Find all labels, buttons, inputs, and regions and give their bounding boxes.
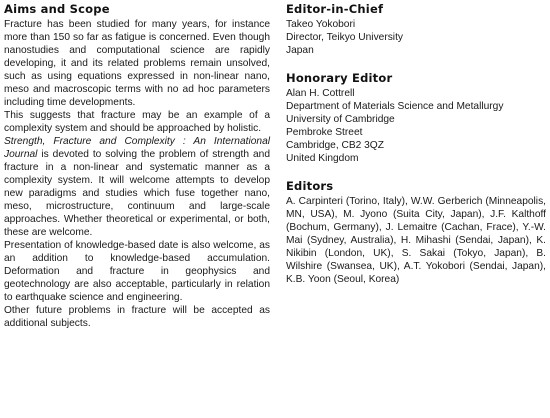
journal-name: Strength, Fracture and Complexity : An International Journal [4,136,270,160]
editor-in-chief-country: Japan [286,45,314,56]
honorary-editor-street: Pembroke Street [286,127,363,138]
honorary-editor-heading: Honorary Editor [286,71,393,85]
editors-list: A. Carpinteri (Torino, Italy), W.W. Gerberich (Minneapolis, MN, USA), M. Jyono (Suita City, Japan), J.F. Kalthoff (Bochum, Germany), J. Lemaitre (Cachan, Frace), Y.‐W. Mai (Sydney, Australia), H. Mihashi (Sendai, Japan), K. Nikibin (London, UK), S. Sakai (Tokyo, Japan), B. Wilshire (Swansea, UK), A.T. Yokobori (Sendai, Japan), K.B. Yoon (Seoul, Korea) [286,196,546,285]
aims-and-scope-section [4,2,270,330]
aims-paragraph-1: Fracture has been studied for many years, for instance more than 150 so far as fatigue is concerned. Even though nanostudies and computational science are rapidly developing, it and its related problems remain unsolved, such as using equations expressed in non‐linear nano, meso and macroscopic terms with no ad hoc parameters including time developments. [4,19,270,108]
honorary-editor-country: United Kingdom [286,153,359,164]
honorary-editor-name: Alan H. Cottrell [286,88,355,99]
aims-paragraph-4: Presentation of knowledge‐based date is also welcome, as an addition to knowledge‐based accumulation. Deformation and fracture in geophysics and geotechnology are also acceptable, particularly in relation to earthquake science and engineering. [4,240,270,303]
aims-heading: Aims and Scope [4,2,110,16]
editor-in-chief-affiliation: Director, Teikyo University [286,32,403,43]
honorary-editor-block [286,71,546,165]
honorary-editor-department: Department of Materials Science and Metallurgy [286,101,504,112]
aims-paragraph-3-text: is devoted to solving the problem of strength and fracture in a non‐linear and systematic manner as a complexity system. It will welcome attempts to develop new paradigms and studies which fuse together nano, meso, microstructure, continuum and large‐scale approaches. Whether theoretical or experimental, or both, these are welcome. [4,149,270,238]
honorary-editor-university: University of Cambridge [286,114,395,125]
editor-in-chief-name: Takeo Yokobori [286,19,356,30]
aims-paragraph-2: This suggests that fracture may be an example of a complexity system and should be approached by holistic. [4,110,270,134]
editor-in-chief-heading: Editor‐in‐Chief [286,2,384,16]
editorial-board-section [286,2,546,300]
editors-heading: Editors [286,179,334,193]
aims-paragraph-3 [4,135,270,239]
honorary-editor-city: Cambridge, CB2 3QZ [286,140,384,151]
editor-in-chief-block [286,2,546,57]
editors-block [286,179,546,286]
aims-paragraph-5: Other future problems in fracture will be accepted as additional subjects. [4,305,270,329]
